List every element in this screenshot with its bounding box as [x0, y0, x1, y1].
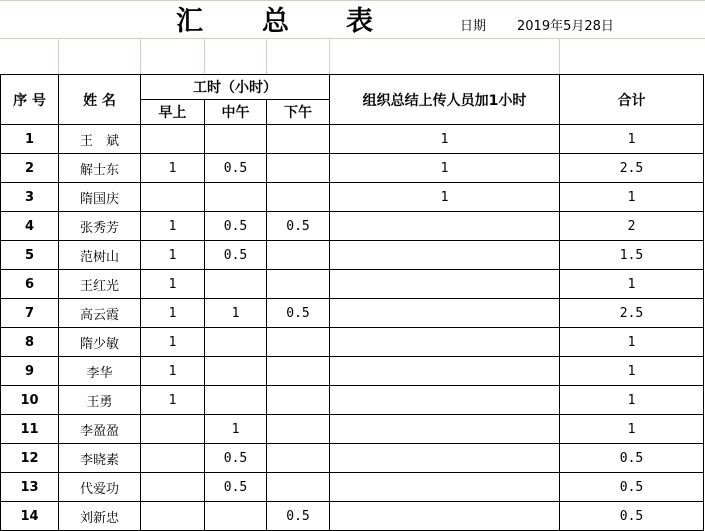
cell-seq: 5	[24, 247, 35, 263]
table-border	[140, 74, 141, 531]
table-border	[266, 99, 267, 531]
table-border	[0, 240, 704, 241]
cell-name: 李盈盈	[79, 423, 119, 439]
table-border	[559, 74, 560, 531]
cell-total: 1.5	[619, 247, 644, 263]
cell-name: 王勇	[86, 394, 113, 410]
cell-seq: 6	[24, 276, 35, 292]
cell-morning: 1	[168, 276, 177, 292]
table-border	[0, 182, 704, 183]
cell-afternoon	[267, 125, 329, 153]
gridline	[140, 39, 141, 74]
cell-morning: 1	[168, 247, 177, 263]
cell-name: 解士东	[79, 162, 119, 178]
cell-extra: 1	[440, 189, 449, 205]
table-border	[0, 472, 704, 473]
cell-morning: 1	[168, 363, 177, 379]
cell-seq: 2	[24, 160, 35, 176]
cell-seq: 10	[20, 392, 39, 408]
date-label: 日期	[460, 19, 487, 34]
cell-total: 2.5	[619, 305, 644, 321]
cell-total: 1	[627, 392, 636, 408]
cell-morning	[141, 444, 204, 472]
cell-noon	[205, 270, 266, 298]
cell-morning	[141, 183, 204, 211]
cell-total: 0.5	[619, 479, 644, 495]
cell-extra	[330, 270, 559, 298]
cell-noon	[205, 125, 266, 153]
cell-seq: 12	[20, 450, 39, 466]
cell-afternoon	[267, 154, 329, 182]
cell-morning: 1	[168, 392, 177, 408]
cell-morning	[141, 415, 204, 443]
cell-seq: 4	[24, 218, 35, 234]
cell-seq: 8	[24, 334, 35, 350]
cell-seq: 1	[24, 131, 35, 147]
table-border	[0, 385, 704, 386]
cell-name: 张秀芳	[79, 220, 119, 236]
cell-seq: 13	[20, 479, 39, 495]
cell-name: 李华	[86, 365, 113, 381]
cell-total: 1	[627, 421, 636, 437]
cell-noon: 1	[231, 305, 240, 321]
cell-total: 0.5	[619, 508, 644, 524]
cell-total: 1	[627, 334, 636, 350]
cell-total: 2.5	[619, 160, 644, 176]
table-border	[0, 211, 704, 212]
table-border	[0, 124, 704, 125]
cell-noon: 0.5	[223, 160, 248, 176]
cell-morning: 1	[168, 305, 177, 321]
gridline	[329, 39, 330, 74]
cell-noon: 0.5	[223, 450, 248, 466]
cell-extra	[330, 502, 559, 530]
cell-extra	[330, 444, 559, 472]
table-border	[0, 356, 704, 357]
table-border	[0, 74, 704, 75]
cell-name: 高云霞	[79, 307, 119, 323]
gridline	[204, 39, 205, 74]
cell-afternoon	[267, 386, 329, 414]
date-value: 2019年5月28日	[517, 19, 614, 34]
title-char-1: 汇	[176, 6, 203, 37]
table-border	[0, 74, 1, 531]
cell-extra	[330, 357, 559, 385]
table-border	[703, 74, 704, 531]
cell-name: 李晓素	[79, 452, 119, 468]
cell-afternoon: 0.5	[286, 305, 310, 321]
cell-noon	[205, 502, 266, 530]
cell-afternoon	[267, 270, 329, 298]
header-noon: 中午	[221, 105, 250, 121]
cell-name: 刘新忠	[79, 510, 119, 526]
cell-afternoon	[267, 444, 329, 472]
cell-name: 代爱功	[79, 481, 119, 497]
cell-total: 1	[627, 189, 636, 205]
cell-name: 王 斌	[79, 133, 119, 149]
title-char-2: 总	[262, 6, 289, 37]
cell-extra	[330, 415, 559, 443]
cell-afternoon	[267, 328, 329, 356]
cell-seq: 11	[20, 421, 39, 437]
header-total: 合计	[617, 92, 646, 109]
cell-noon	[205, 328, 266, 356]
table-border	[0, 153, 704, 154]
cell-afternoon	[267, 183, 329, 211]
header-work-hours: 工时（小时）	[193, 80, 277, 96]
cell-total: 2	[627, 218, 636, 234]
cell-noon	[205, 386, 266, 414]
gridline	[0, 0, 705, 1]
cell-total: 1	[627, 131, 636, 147]
cell-total: 1	[627, 363, 636, 379]
header-name: 姓 名	[83, 92, 116, 109]
cell-afternoon: 0.5	[286, 508, 310, 524]
cell-name: 隋国庆	[79, 191, 119, 207]
cell-total: 1	[627, 276, 636, 292]
cell-noon: 0.5	[223, 247, 248, 263]
cell-morning: 1	[168, 160, 177, 176]
cell-extra	[330, 473, 559, 501]
cell-noon: 0.5	[223, 479, 248, 495]
cell-extra	[330, 212, 559, 240]
cell-noon: 0.5	[223, 218, 248, 234]
cell-name: 王红光	[79, 278, 119, 294]
cell-afternoon	[267, 241, 329, 269]
table-border	[0, 501, 704, 502]
cell-afternoon	[267, 473, 329, 501]
cell-morning: 1	[168, 334, 177, 350]
cell-morning	[141, 473, 204, 501]
header-afternoon: 下午	[284, 105, 312, 121]
cell-extra: 1	[440, 160, 449, 176]
cell-noon: 1	[231, 421, 240, 437]
cell-noon	[205, 357, 266, 385]
cell-afternoon: 0.5	[286, 218, 310, 234]
header-extra-hour: 组织总结上传人员加1小时	[362, 92, 527, 109]
cell-extra: 1	[440, 131, 449, 147]
cell-morning: 1	[168, 218, 177, 234]
table-border	[0, 443, 704, 444]
cell-extra	[330, 241, 559, 269]
table-border	[204, 99, 205, 531]
cell-afternoon	[267, 415, 329, 443]
gridline	[559, 39, 560, 74]
table-border	[0, 298, 704, 299]
cell-extra	[330, 299, 559, 327]
table-border	[140, 99, 329, 100]
cell-noon	[205, 183, 266, 211]
header-morning: 早上	[158, 105, 187, 121]
table-border	[0, 327, 704, 328]
cell-morning	[141, 502, 204, 530]
cell-extra	[330, 328, 559, 356]
gridline	[58, 39, 59, 74]
cell-name: 范树山	[79, 249, 119, 265]
cell-afternoon	[267, 357, 329, 385]
table-border	[0, 269, 704, 270]
cell-seq: 9	[24, 363, 35, 379]
table-border	[0, 414, 704, 415]
cell-seq: 14	[20, 508, 39, 524]
table-border	[329, 74, 330, 531]
table-border	[58, 74, 59, 531]
cell-seq: 7	[24, 305, 35, 321]
cell-name: 隋少敏	[79, 336, 119, 352]
title-char-3: 表	[346, 6, 373, 37]
gridline	[266, 39, 267, 74]
cell-morning	[141, 125, 204, 153]
gridline	[0, 38, 705, 39]
cell-extra	[330, 386, 559, 414]
header-seq: 序 号	[13, 92, 46, 109]
cell-total: 0.5	[619, 450, 644, 466]
cell-seq: 3	[24, 189, 35, 205]
